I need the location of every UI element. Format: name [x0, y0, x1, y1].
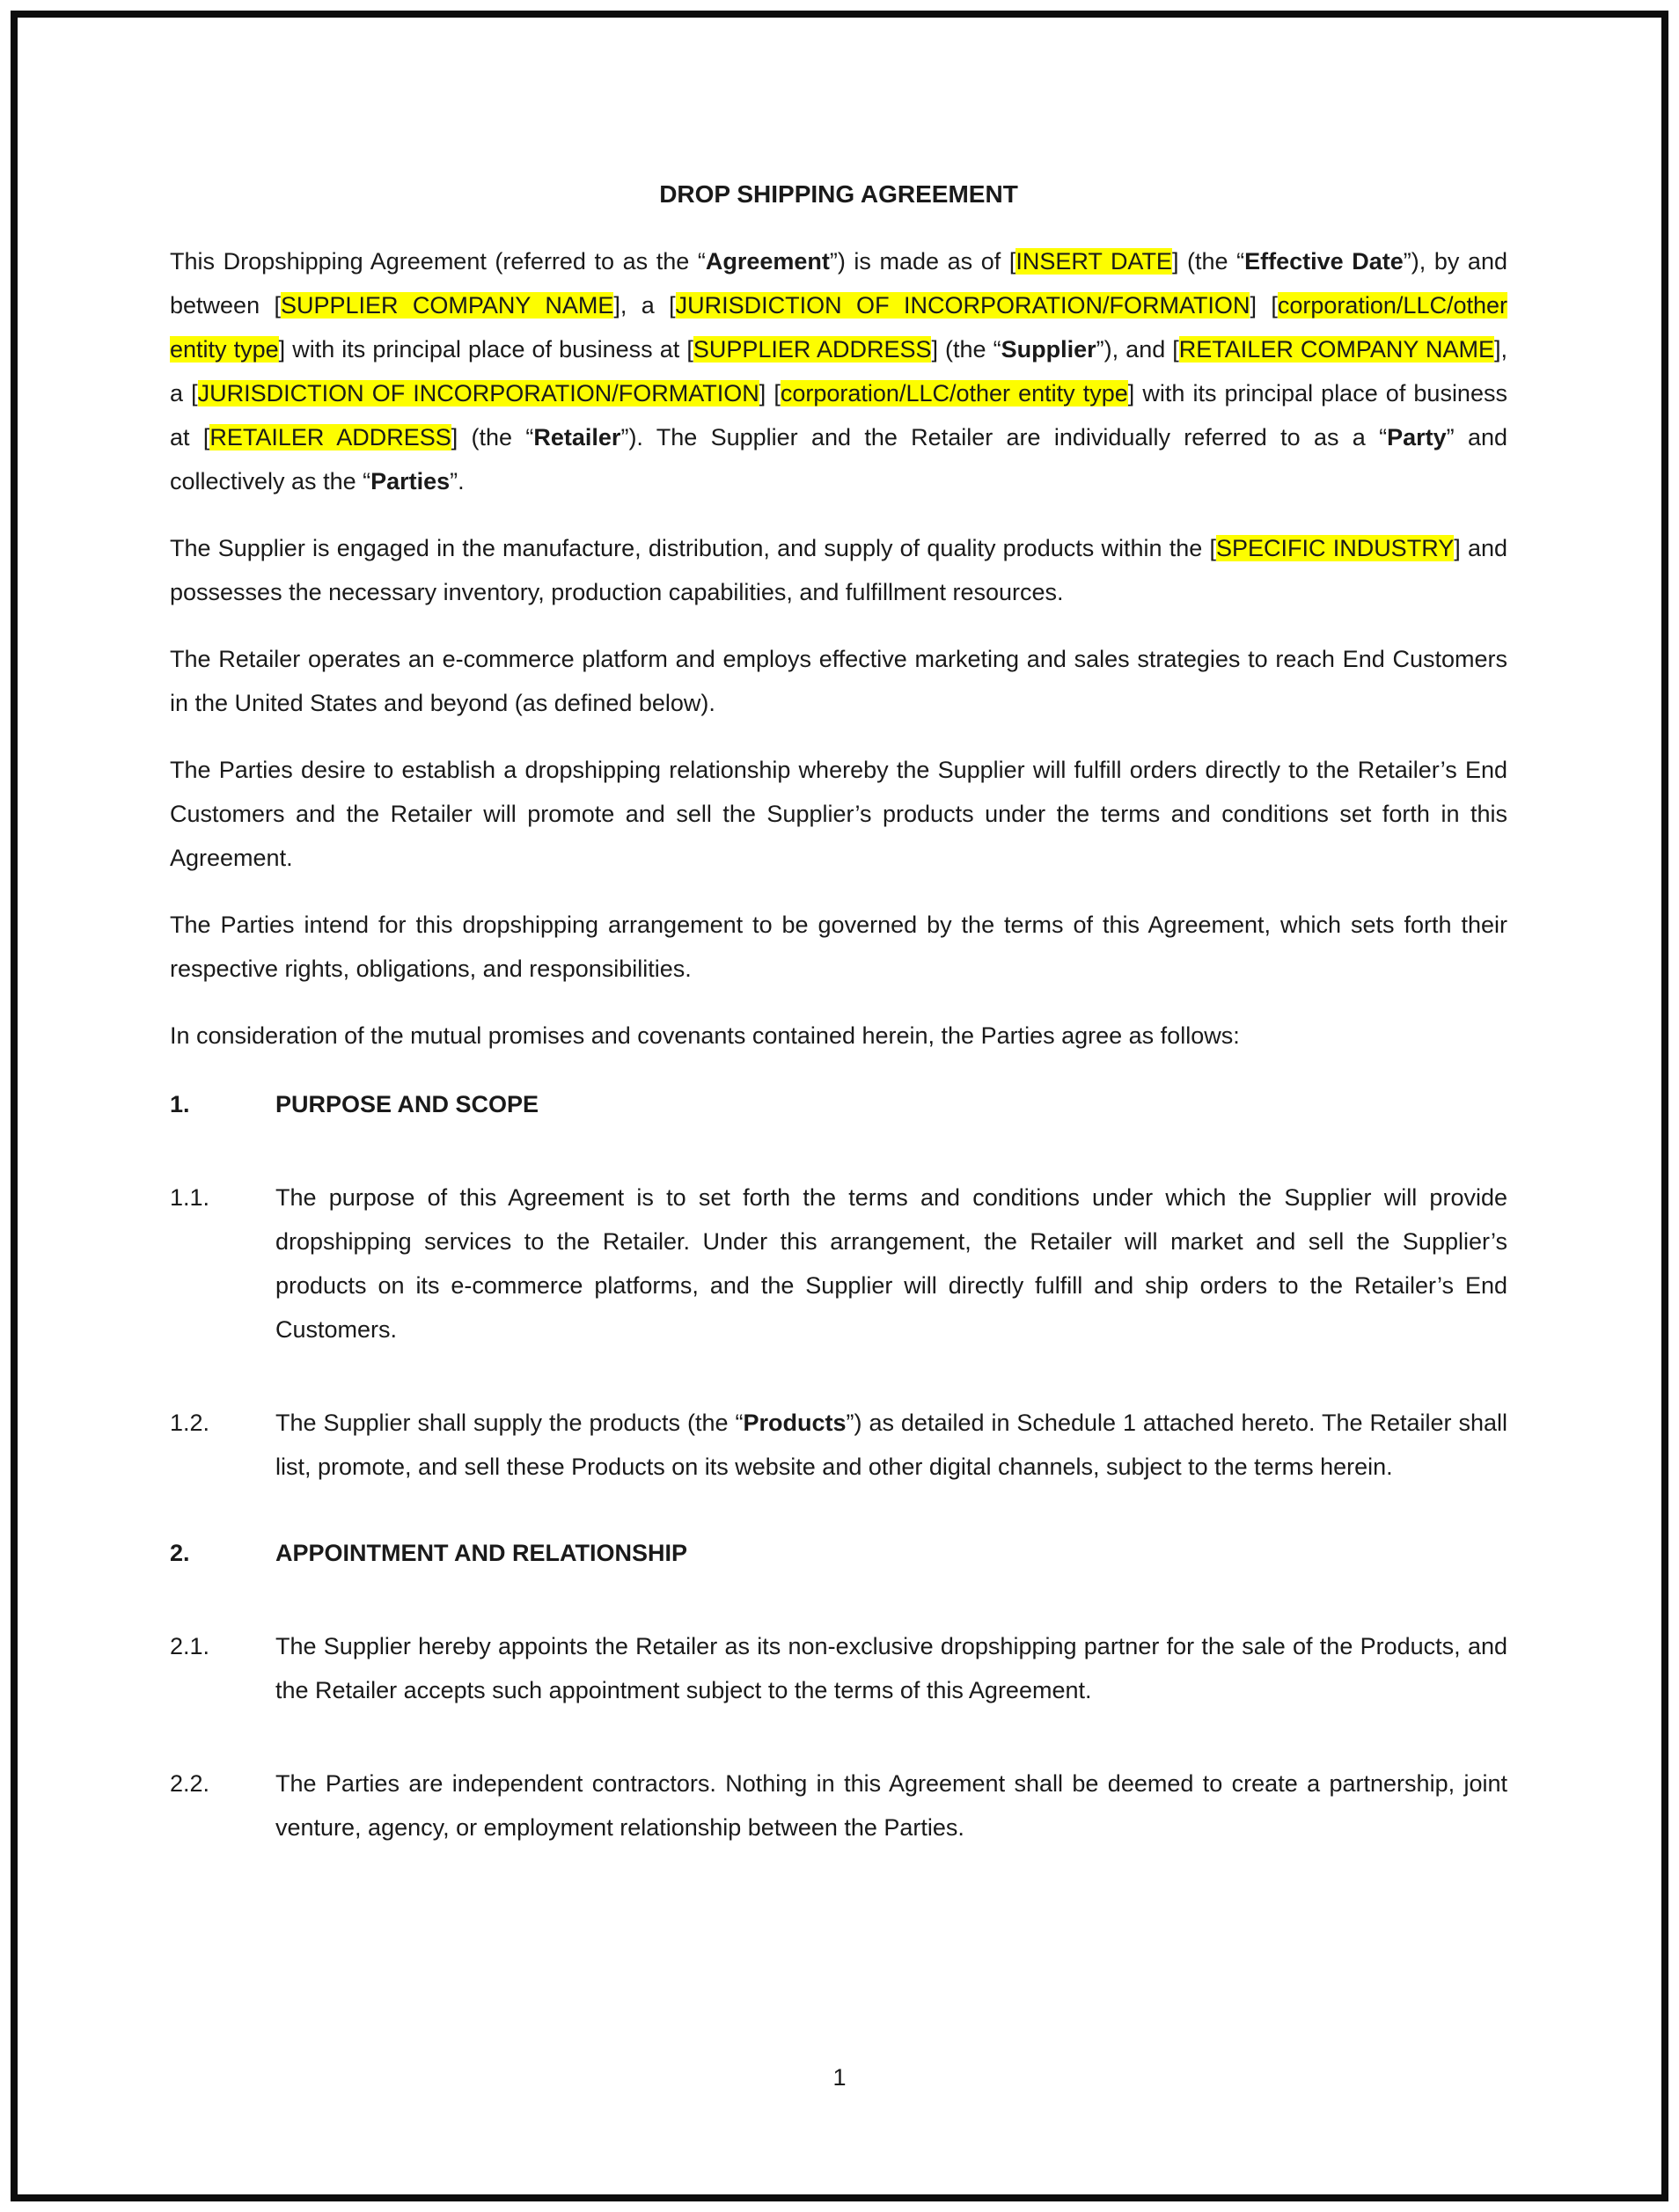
- clause-2-1: [170, 1624, 1507, 1712]
- clause-number: 1.2.: [170, 1410, 210, 1436]
- clause-1-1: [170, 1176, 1507, 1351]
- section-number: 2.: [170, 1540, 190, 1566]
- intro-paragraph-5: The Parties intend for this dropshipping arrangement to be governed by the terms of this Agreement, which sets forth their respective rights, obligations, and responsibilities.: [170, 912, 1507, 982]
- clause-number: 2.1.: [170, 1633, 210, 1659]
- intro-paragraph-3: The Retailer operates an e-commerce platform and employs effective marketing and sales strategies to reach End Customers in the United States and beyond (as defined below).: [170, 646, 1507, 716]
- section-heading-text: APPOINTMENT AND RELATIONSHIP: [275, 1540, 688, 1566]
- section-heading-1: [170, 1082, 1507, 1126]
- page-number: 1: [832, 2064, 847, 2091]
- document-body: [170, 0, 1507, 1849]
- clause-text: The Supplier hereby appoints the Retailer as its non-exclusive dropshipping partner for the sale of the Products, and the Retailer accepts such appointment subject to the terms of this Agreement.: [275, 1633, 1507, 1703]
- clause-2-2: [170, 1762, 1507, 1849]
- clause-text: The purpose of this Agreement is to set forth the terms and conditions under which the Supplier will provide dropshipping services to the Retailer. Under this arrangement, the Retailer will market and sell the Supplier’s products on its e-commerce platforms, and the Supplier will directly fulfill and ship orders to the Retailer’s End Customers.: [275, 1184, 1507, 1343]
- clause-text: The Parties are independent contractors. Nothing in this Agreement shall be deemed to create a partnership, joint venture, agency, or employment relationship between the Parties.: [275, 1770, 1507, 1841]
- section-number: 1.: [170, 1091, 190, 1117]
- clause-1-2: [170, 1401, 1507, 1489]
- clause-number: 1.1.: [170, 1184, 210, 1211]
- clause-text: The Supplier shall supply the products (the “Products”) as detailed in Schedule 1 attached hereto. The Retailer shall list, promote, and sell these Products on its website and other digital channels, subject to the terms herein.: [275, 1410, 1507, 1480]
- intro-paragraph-2: The Supplier is engaged in the manufacture, distribution, and supply of quality products within the [SPECIFIC INDUSTRY] and possesses the necessary inventory, production capabilities, and fulfillment resources.: [170, 535, 1507, 605]
- section-heading-2: [170, 1531, 1507, 1575]
- section-heading-text: PURPOSE AND SCOPE: [275, 1091, 539, 1117]
- intro-paragraph-1: This Dropshipping Agreement (referred to as the “Agreement”) is made as of [INSERT DATE] (the “Effective Date”), by and between [SUPPLIER COMPANY NAME], a [JURISDICTION OF INCORPORATION/FORMATION] [corporation/LLC/other entity type] with its principal place of business at [SUPPLIER ADDRESS] (the “Supplier”), and [RETAILER COMPANY NAME], a [JURISDICTION OF INCORPORATION/FORMATION] [corporation/LLC/other entity type] with its principal place of business at [RETAILER ADDRESS] (the “Retailer”). The Supplier and the Retailer are individually referred to as a “Party” and collectively as the “Parties”.: [170, 248, 1507, 494]
- intro-paragraph-4: The Parties desire to establish a dropshipping relationship whereby the Supplier will fulfill orders directly to the Retailer’s End Customers and the Retailer will promote and sell the Supplier’s products under the terms and conditions set forth in this Agreement.: [170, 757, 1507, 871]
- document-title: DROP SHIPPING AGREEMENT: [659, 180, 1018, 208]
- intro-paragraph-6: In consideration of the mutual promises and covenants contained herein, the Parties agree as follows:: [170, 1022, 1240, 1049]
- clause-number: 2.2.: [170, 1770, 210, 1797]
